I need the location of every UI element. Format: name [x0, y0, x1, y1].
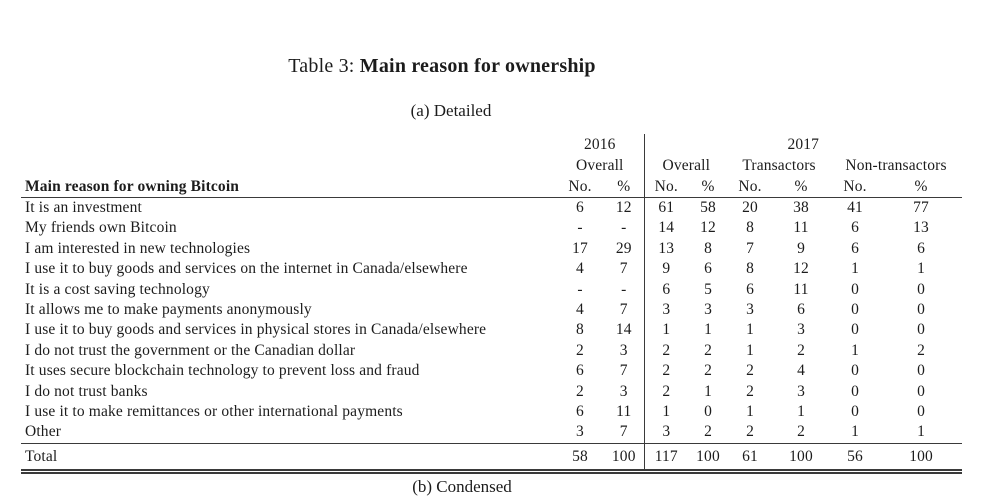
cell-value: 0: [851, 321, 859, 339]
table-row: [21, 341, 962, 361]
cell-value: 3: [619, 341, 628, 359]
cell-value: 8: [576, 321, 584, 339]
cell-value: 8: [704, 239, 712, 257]
cell-value: 1: [917, 260, 925, 278]
cell-value: 2: [644, 341, 688, 361]
cell-value: 3: [797, 321, 805, 339]
cell-value: 2: [704, 341, 712, 359]
cell-value: -: [621, 219, 627, 237]
cell-value: 7: [619, 423, 628, 441]
cell-value: 6: [576, 403, 584, 421]
cell-value: 4: [576, 260, 584, 278]
cell-value: -: [621, 280, 627, 298]
main-reason-table: [21, 134, 962, 474]
total-value: 100: [772, 443, 830, 471]
table-row: [21, 239, 962, 259]
empty-cell: [21, 155, 556, 176]
cell-value: 11: [793, 280, 809, 298]
cell-value: 3: [704, 301, 712, 319]
row-header-label: Main reason for owning Bitcoin: [21, 176, 556, 198]
cell-value: 6: [576, 199, 584, 216]
cell-value: -: [577, 219, 583, 237]
unit-no: No.: [556, 176, 604, 198]
cell-value: 7: [619, 301, 628, 319]
cell-value: 2: [704, 423, 712, 441]
cell-value: 2: [644, 361, 688, 381]
cell-value: 41: [847, 199, 863, 216]
cell-value: 6: [746, 280, 754, 298]
table-title-prefix: Table 3:: [288, 55, 355, 77]
cell-value: 1: [644, 402, 688, 422]
total-row: [21, 443, 962, 471]
cell-value: 7: [619, 362, 628, 380]
table-row: [21, 300, 962, 320]
table-row: [21, 259, 962, 279]
cell-value: 13: [644, 239, 688, 259]
cell-value: 2: [797, 341, 805, 359]
row-label: It allows me to make payments anonymously: [25, 301, 312, 319]
row-label: I use it to make remittances or other international payments: [25, 403, 403, 421]
cell-value: 7: [746, 239, 754, 257]
cell-value: 2: [917, 341, 925, 359]
total-value: 100: [880, 443, 962, 471]
unit-pct: %: [772, 176, 830, 198]
table-title: [288, 55, 595, 78]
cell-value: 2: [576, 341, 584, 359]
cell-value: 2: [644, 382, 688, 402]
cell-value: 4: [576, 301, 584, 319]
cell-value: 11: [793, 219, 809, 237]
cell-value: 2: [746, 382, 754, 400]
cell-value: 14: [644, 218, 688, 238]
table-row: [21, 280, 962, 300]
cell-value: 2: [576, 382, 584, 400]
table-row: [21, 422, 962, 443]
unit-pct: %: [688, 176, 728, 198]
cell-value: 1: [746, 403, 754, 421]
table-row: [21, 320, 962, 340]
row-label: I am interested in new technologies: [25, 239, 251, 257]
total-value: 61: [728, 443, 772, 471]
cell-value: 3: [797, 382, 805, 400]
cell-value: 3: [644, 422, 688, 443]
group-2017-overall: Overall: [644, 155, 728, 176]
cell-value: 0: [851, 301, 859, 319]
cell-value: 8: [746, 219, 754, 237]
cell-value: 14: [615, 321, 632, 339]
table-row: [21, 402, 962, 422]
row-label: I do not trust the government or the Canadian dollar: [25, 341, 356, 359]
cell-value: 11: [616, 403, 632, 421]
cell-value: 0: [917, 280, 925, 298]
cell-value: 77: [913, 199, 929, 216]
cell-value: 61: [644, 198, 688, 219]
cell-value: 1: [644, 320, 688, 340]
group-header-row: [21, 155, 962, 176]
group-2016-overall: Overall: [575, 157, 624, 174]
cell-value: 0: [851, 362, 859, 380]
cell-value: 9: [797, 239, 805, 257]
table-row: [21, 361, 962, 381]
cell-value: 1: [746, 321, 754, 339]
table-body: [21, 198, 962, 444]
panel-a-caption: (a) Detailed: [410, 101, 492, 120]
row-label: I use it to buy goods and services in physical stores in Canada/elsewhere: [25, 321, 487, 339]
cell-value: 1: [917, 423, 925, 441]
cell-value: 12: [700, 219, 716, 237]
cell-value: 1: [704, 321, 712, 339]
unit-pct: %: [604, 176, 644, 198]
cell-value: 6: [797, 301, 805, 319]
total-value: 58: [556, 443, 604, 471]
cell-value: 2: [746, 423, 754, 441]
cell-value: 6: [917, 239, 925, 257]
cell-value: 38: [793, 199, 809, 216]
cell-value: 9: [644, 259, 688, 279]
cell-value: 12: [615, 199, 632, 216]
total-label: Total: [21, 443, 556, 471]
cell-value: 8: [746, 260, 754, 278]
cell-value: -: [577, 280, 583, 298]
cell-value: 0: [851, 403, 859, 421]
unit-header-row: [21, 176, 962, 198]
cell-value: 1: [851, 260, 859, 278]
unit-no: No.: [728, 176, 772, 198]
cell-value: 0: [851, 280, 859, 298]
cell-value: 6: [851, 219, 859, 237]
cell-value: 0: [917, 321, 925, 339]
cell-value: 6: [576, 362, 584, 380]
unit-pct: %: [880, 176, 962, 198]
cell-value: 29: [615, 239, 632, 257]
row-label: I do not trust banks: [25, 382, 148, 400]
row-label: It uses secure blockchain technology to prevent loss and fraud: [25, 362, 420, 380]
row-label: It is a cost saving technology: [25, 280, 210, 298]
cell-value: 1: [746, 341, 754, 359]
cell-value: 17: [572, 239, 588, 257]
cell-value: 0: [917, 362, 925, 380]
cell-value: 58: [700, 199, 716, 216]
cell-value: 12: [793, 260, 809, 278]
table-title-main: Main reason for ownership: [359, 55, 596, 77]
cell-value: 6: [704, 260, 712, 278]
cell-value: 3: [644, 300, 688, 320]
cell-value: 3: [746, 301, 754, 319]
total-value: 100: [688, 443, 728, 471]
unit-no: No.: [644, 176, 688, 198]
row-label: It is an investment: [25, 199, 142, 216]
total-value: 56: [830, 443, 880, 471]
cell-value: 2: [797, 423, 805, 441]
unit-no: No.: [830, 176, 880, 198]
cell-value: 0: [851, 382, 859, 400]
row-label: My friends own Bitcoin: [25, 219, 177, 237]
total-value: 117: [644, 443, 688, 471]
cell-value: 6: [851, 239, 859, 257]
year-header-row: [21, 134, 962, 155]
cell-value: 1: [851, 341, 859, 359]
cell-value: 20: [742, 199, 758, 216]
cell-value: 1: [797, 403, 805, 421]
table-row: [21, 218, 962, 238]
cell-value: 5: [704, 280, 712, 298]
cell-value: 0: [917, 301, 925, 319]
group-2017-transactors: Transactors: [742, 157, 816, 174]
total-value: 100: [604, 443, 644, 471]
cell-value: 2: [704, 362, 712, 380]
cell-value: 3: [576, 423, 584, 441]
cell-value: 1: [704, 382, 712, 400]
cell-value: 0: [917, 382, 925, 400]
cell-value: 4: [797, 362, 805, 380]
cell-value: 13: [913, 219, 929, 237]
row-label: I use it to buy goods and services on the internet in Canada/elsewhere: [25, 260, 468, 278]
table-container: [21, 134, 962, 474]
year-2017-header: 2017: [644, 134, 962, 155]
cell-value: 0: [704, 403, 712, 421]
cell-value: 0: [917, 403, 925, 421]
year-2016-header: 2016: [583, 136, 616, 153]
cell-value: 6: [644, 280, 688, 300]
cell-value: 3: [619, 382, 628, 400]
cell-value: 7: [619, 260, 628, 278]
empty-cell: [21, 134, 556, 155]
cell-value: 2: [746, 362, 754, 380]
row-label: Other: [25, 423, 62, 441]
table-row: [21, 198, 962, 219]
cell-value: 1: [851, 423, 859, 441]
table-row: [21, 382, 962, 402]
panel-b-caption-clipped: (b) Condensed: [412, 477, 512, 496]
group-2017-nontransactors: Non-transactors: [845, 157, 947, 174]
